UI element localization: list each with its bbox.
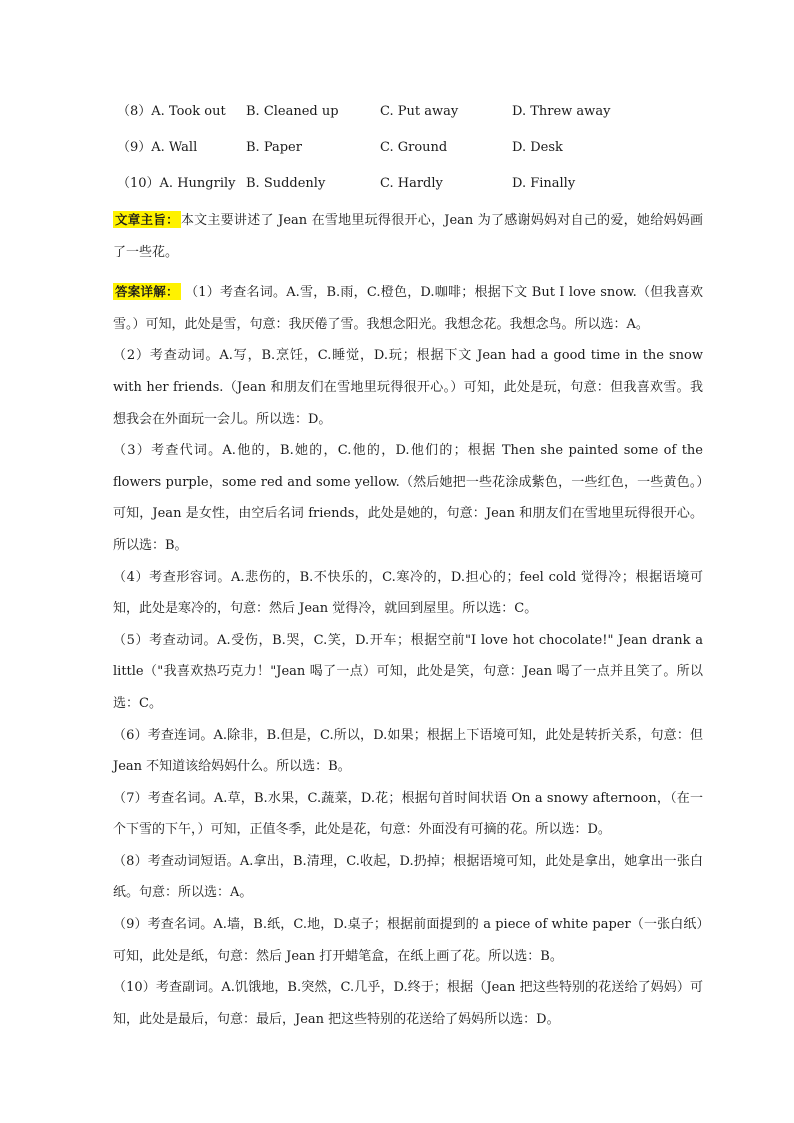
summary-label: 文章主旨： xyxy=(115,212,179,227)
option-b: B. Cleaned up xyxy=(246,104,339,119)
option-c: C. Put away xyxy=(380,104,459,119)
answer-item-6: （6）考查连词。A.除非，B.但是，C.所以，D.如果；根据上下语境可知，此处是转折关系，句意：但 Jean 不知道该给妈妈什么。所以选：B。 xyxy=(113,727,703,775)
option-d: D. Desk xyxy=(512,140,563,155)
option-a: （10）A. Hungrily xyxy=(117,176,236,191)
answer-text: （1）考查名词。A.雪，B.雨，C.橙色，D.咖啡；根据下文 But I love snow.（但我喜欢雪。）可知，此处是雪，句意：我厌倦了雪。我想念阳光。我想念花。我想念鸟。所以选：A。 xyxy=(113,285,703,332)
answer-item-3: （3）考查代词。A.他的，B.她的，C.他的，D.他们的；根据 Then she painted some of the flowers purple，some red and some yellow.（然后她把一些花涂成紫色，一些红色，一些黄色。）可知，Jean 是女性，由空后名词 friends，此处是她的，句意：Jean 和朋友们在雪地里玩得很开心。所以选：B。 xyxy=(113,443,703,553)
answer-item-2: （2）考查动词。A.写，B.烹饪，C.睡觉，D.玩；根据下文 Jean had a good time in the snow with her friends.（Jean 和朋友们在雪地里玩得很开心。）可知，此处是玩，句意：但我喜欢雪。我想我会在外面玩一会儿。所以选：D。 xyxy=(113,348,703,427)
answer-item-8: （8）考查动词短语。A.拿出，B.清理，C.收起，D.扔掉；根据语境可知，此处是拿出，她拿出一张白纸。句意：所以选：A。 xyxy=(113,853,703,901)
answer-item-1 xyxy=(113,276,703,340)
answer-item-5: （5）考查动词。A.受伤，B.哭，C.笑，D.开车；根据空前"I love hot chocolate!" Jean drank a little（"我喜欢热巧克力！"Jean 喝了一点）可知，此处是笑，句意：Jean 喝了一点并且笑了。所以选：C。 xyxy=(113,632,703,711)
option-b: B. Paper xyxy=(246,140,302,155)
explanation-body xyxy=(113,204,703,1035)
option-a: （9）A. Wall xyxy=(117,140,198,155)
answers-label: 答案详解： xyxy=(115,284,179,300)
answer-item-7: （7）考查名词。A.草，B.水果，C.蔬菜，D.花；根据句首时间状语 On a snowy afternoon，（在一个下雪的下午，）可知，正值冬季，此处是花，句意：外面没有可摘的花。所以选：D。 xyxy=(113,790,703,838)
answer-item-4: （4）考查形容词。A.悲伤的，B.不快乐的，C.寒冷的，D.担心的；feel cold 觉得冷；根据语境可知，此处是寒冷的，句意：然后 Jean 觉得冷，就回到屋里。所以选：C。 xyxy=(113,569,703,617)
answer-item-10: （10）考查副词。A.饥饿地，B.突然，C.几乎，D.终于；根据（Jean 把这些特别的花送给了妈妈）可知，此处是最后，句意：最后，Jean 把这些特别的花送给了妈妈所以选：D。 xyxy=(113,980,703,1027)
option-d: D. Finally xyxy=(512,176,576,191)
summary-paragraph xyxy=(113,204,703,268)
option-c: C. Ground xyxy=(380,140,448,155)
option-c: C. Hardly xyxy=(380,176,443,191)
summary-text: 本文主要讲述了 Jean 在雪地里玩得很开心，Jean 为了感谢妈妈对自己的爱，她给妈妈画了一些花。 xyxy=(113,213,703,260)
option-a: （8）A. Took out xyxy=(117,104,226,119)
option-b: B. Suddenly xyxy=(246,176,326,191)
answer-item-9: （9）考查名词。A.墙，B.纸，C.地，D.桌子；根据前面提到的 a piece of white paper（一张白纸）可知，此处是纸，句意：然后 Jean 打开蜡笔盒，在纸上画了花。所以选：B。 xyxy=(113,917,703,964)
option-d: D. Threw away xyxy=(512,104,611,119)
